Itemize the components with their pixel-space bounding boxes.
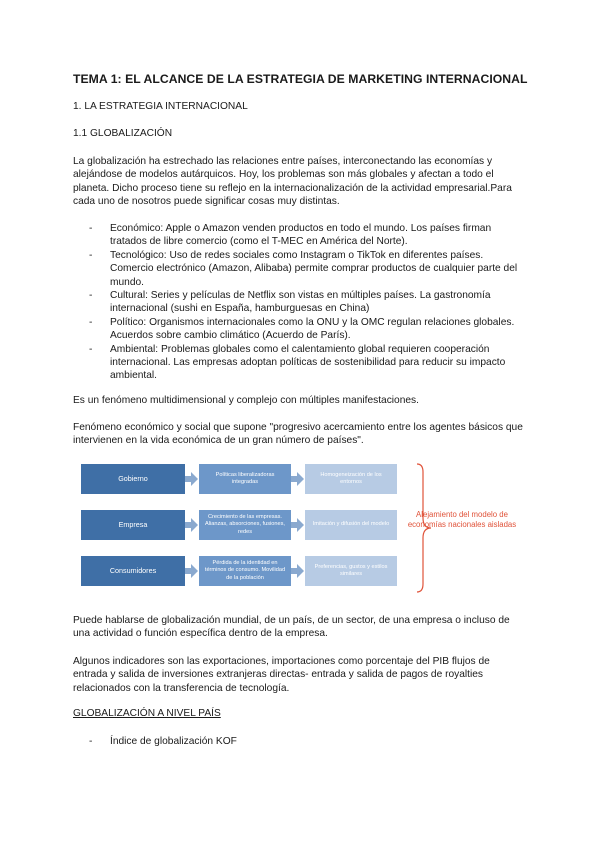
effect-box: Pérdida de la identidad en términos de consumo. Movilidad de la población	[199, 556, 291, 586]
result-box: Preferencias, gustos y estilos similares	[305, 556, 397, 586]
list-item	[89, 222, 529, 249]
manifestations-list	[89, 222, 529, 383]
result-box: Homogeneización de los entornos	[305, 464, 397, 494]
multidimensional-paragraph: Es un fenómeno multidimensional y complejo con múltiples manifestaciones.	[73, 395, 419, 406]
intro-paragraph: La globalización ha estrechado las relaciones entre países, interconectando las economías y alejándose de modelos autárquicos. Hoy, los problemas son más globales y afectan a todo el planeta. Dicho proceso tiene su reflejo en la internacionalización de la actividad empresarial.Para cada uno de nosotros puede significar cosas muy distintas.	[73, 156, 512, 208]
page-title: TEMA 1: EL ALCANCE DE LA ESTRATEGIA DE MARKETING INTERNACIONAL	[73, 72, 528, 86]
list-item	[89, 735, 529, 748]
brace-label: Alejamiento del modelo de economías nacionales aisladas	[407, 510, 517, 529]
bullet-marker: -	[89, 223, 93, 234]
effect-box: Crecimiento de las empresas. Alianzas, absorciones, fusiones, redes	[199, 510, 291, 540]
section-heading: 1. LA ESTRATEGIA INTERNACIONAL	[73, 101, 248, 112]
actor-box-empresa: Empresa	[81, 510, 185, 540]
actor-box-consumidores: Consumidores	[81, 556, 185, 586]
bullet-marker: -	[89, 249, 93, 261]
bullet-text: Cultural: Series y películas de Netflix son vistas en múltiples países. La gastronomía internacional (sushi en España, hamburguesas en China)	[110, 290, 491, 315]
bullet-marker: -	[89, 736, 93, 747]
indicators-paragraph: Algunos indicadores son las exportaciones, importaciones como porcentaje del PIB flujos de entrada y salida de inversiones extranjeras directas- entrada y salida de pagos de royalties relacionados con la transferencia de tecnología.	[73, 656, 490, 694]
result-box: Imitación y difusión del modelo	[305, 510, 397, 540]
scope-paragraph: Puede hablarse de globalización mundial, de un país, de un sector, de una empresa o incluso de una actividad o función específica dentro de la empresa.	[73, 615, 510, 640]
bullet-marker: -	[89, 316, 93, 328]
actor-box-gobierno: Gobierno	[81, 464, 185, 494]
list-item	[89, 289, 529, 316]
bullet-text: Índice de globalización KOF	[110, 736, 237, 747]
subsection-heading: 1.1 GLOBALIZACIÓN	[73, 128, 173, 139]
country-level-list	[89, 735, 529, 748]
globalization-diagram	[75, 458, 531, 600]
bullet-text: Tecnológico: Uso de redes sociales como Instagram o TikTok en diferentes países. Comercio electrónico (Amazon, Alibaba) permite comprar productos de cualquier parte del mundo.	[110, 249, 518, 288]
bullet-marker: -	[89, 343, 93, 355]
definition-paragraph: Fenómeno económico y social que supone "progresivo acercamiento entre los agentes básicos que intervienen en la vida económica de un gran número de países".	[73, 422, 523, 447]
bullet-text: Ambiental: Problemas globales como el calentamiento global requieren cooperación internacional. Las empresas adoptan políticas de sostenibilidad para reducir su impacto ambiental.	[110, 343, 506, 382]
list-item	[89, 249, 529, 289]
list-item	[89, 316, 529, 343]
bullet-text: Político: Organismos internacionales como la ONU y la OMC regulan relaciones globales. Acuerdos sobre cambio climático (Acuerdo de París).	[110, 316, 515, 342]
list-item	[89, 343, 529, 383]
bullet-marker: -	[89, 290, 93, 302]
country-level-heading: GLOBALIZACIÓN A NIVEL PAÍS	[73, 708, 221, 719]
bullet-text: Económico: Apple o Amazon venden productos en todo el mundo. Los países firman tratados de libre comercio (como el T-MEC en América del Norte).	[110, 223, 492, 248]
effect-box: Políticas liberalizadoras integradas	[199, 464, 291, 494]
